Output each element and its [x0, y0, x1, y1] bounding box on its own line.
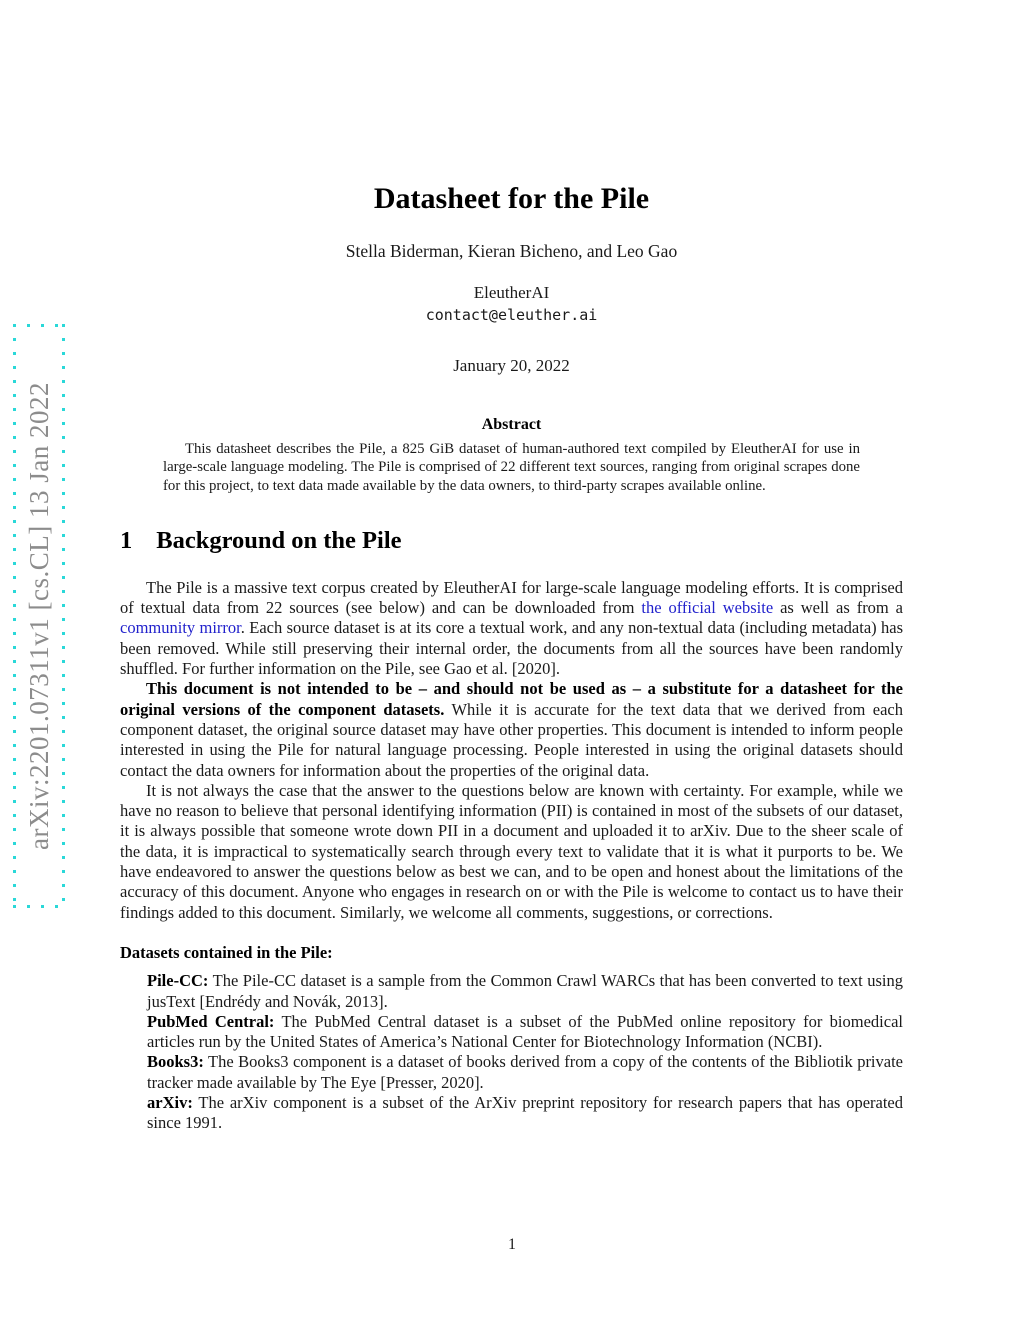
authors-line: Stella Biderman, Kieran Bicheno, and Leo Gao: [345, 241, 678, 261]
paragraph-background-3: It is not always the case that the answer to the questions below are known with certainty. For example, while we have no reason to believe that personal identifying information (PII) is contained in most of the subsets of our dataset, it is always possible that someone wrote down PII in a document and uploaded it to arXiv. Due to the sheer scale of the data, it is impractical to systematically search through every text to validate that it is what it purports to be. We have endeavored to answer the questions below as best we can, and to be open and honest about the limitations of the accuracy of this document. Anyone who engages in research on or with the Pile is welcome to contact us to have their findings added to this document. Similarly, we welcome all comments, suggestions, or corrections.: [120, 780, 903, 922]
dataset-item-books3: [147, 1052, 903, 1093]
paper-title: Datasheet for the Pile: [373, 182, 650, 215]
datasets-heading: Datasets contained in the Pile:: [120, 942, 333, 962]
dataset-item-arxiv: [147, 1093, 903, 1134]
dataset-list: [147, 971, 903, 1133]
paragraph-bold-text: This document is not intended to be – and should not be used as – a substitute for a datasheet for the original versions of the component datasets.: [120, 679, 903, 719]
abstract-heading: Abstract: [481, 416, 542, 433]
page-number: 1: [508, 1236, 516, 1253]
contact-email: contact@eleuther.ai: [425, 306, 598, 324]
paragraph-background-1: [120, 578, 903, 679]
paper-content: [120, 0, 903, 1134]
affiliation: EleutherAI: [473, 283, 550, 302]
dataset-name: PubMed Central:: [147, 1011, 275, 1031]
dataset-description: The Books3 component is a dataset of books derived from a copy of the contents of the Bibliotik private tracker made available by The Eye [Presser, 2020].: [147, 1052, 903, 1092]
paragraph-text: The Pile is a massive text corpus created by EleutherAI for large-scale language modeling efforts. It is comprised of textual data from 22 sources (see below) and can be downloaded from: [120, 577, 903, 618]
dataset-description: The PubMed Central dataset is a subset of the PubMed online repository for biomedical articles run by the United States of America’s National Center for Biotechnology Information (NCBI).: [147, 1011, 903, 1052]
section-heading: [120, 526, 903, 556]
paragraph-text: . Each source dataset is at its core a textual work, and any non-textual data (including metadata) has been removed. While still preserving their internal order, the documents from all the sources have been randomly shuffled. For further information on the Pile, see Gao et al. [2020].: [120, 618, 903, 679]
official-website-link[interactable]: the official website: [641, 598, 774, 618]
arxiv-watermark: [13, 324, 65, 908]
section-title: Background on the Pile: [156, 526, 402, 554]
dataset-item-pubmed-central: [147, 1012, 903, 1053]
dataset-description: The arXiv component is a subset of the ArXiv preprint repository for research papers that has operated since 1991.: [147, 1093, 903, 1133]
paragraph-background-2: [120, 679, 903, 780]
abstract-text: This datasheet describes the Pile, a 825 GiB dataset of human-authored text compiled by EleutherAI for use in large-scale language modeling. The Pile is comprised of 22 different text sources, ranging from original scrapes done for this project, to text data made available by the data owners, to third-party scrapes available online.: [163, 441, 860, 494]
dataset-item-pile-cc: [147, 971, 903, 1012]
arxiv-watermark-text: arXiv:2201.07311v1 [cs.CL] 13 Jan 2022: [23, 382, 54, 850]
dataset-name: Pile-CC:: [147, 971, 209, 991]
paragraph-text: While it is accurate for the text data that we derived from each component dataset, the original source dataset may have other properties. This document is intended to inform people interested in using the Pile for natural language processing. People interested in using the original datasets should contact the data owners for information about the properties of the original data.: [120, 699, 903, 780]
section-number: 1: [120, 526, 133, 554]
paragraph-text: as well as from a: [773, 598, 904, 618]
dataset-name: Books3:: [147, 1052, 204, 1072]
dataset-name: arXiv:: [147, 1093, 193, 1113]
dataset-description: The Pile-CC dataset is a sample from the Common Crawl WARCs that has been converted to text using jusText [Endrédy and Novák, 2013].: [147, 971, 903, 1011]
community-mirror-link[interactable]: community mirror: [120, 618, 241, 638]
paper-date: January 20, 2022: [453, 356, 570, 375]
